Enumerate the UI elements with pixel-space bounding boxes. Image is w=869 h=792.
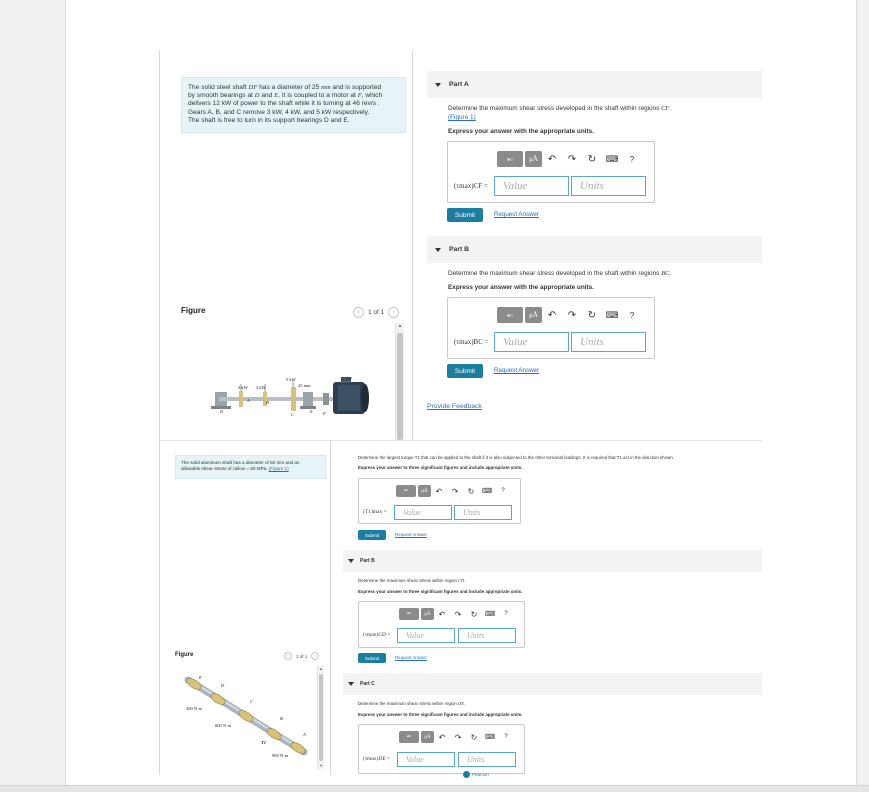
top-problem-statement: The solid steel shaft DF has a diameter of 25 mm and is supported by smooth bearings at D and E. It is coupled to a motor at F, which delivers 12 kW of power to the shaft while it is turning at 46 rev/s . Gears A, B, and C remove 3 kW, 4 kW, and 5 kW respectively. The shaft is free to turn in its support bearings D and E. bbox=[181, 77, 406, 133]
keyboard-icon[interactable]: ⌨ bbox=[605, 153, 619, 164]
bottom-part-c-header[interactable]: Part C bbox=[343, 673, 762, 695]
undo-icon[interactable]: ↶ bbox=[547, 309, 557, 321]
redo-icon[interactable]: ↷ bbox=[567, 309, 577, 321]
top-left-divider bbox=[159, 50, 160, 440]
top-center-divider bbox=[412, 50, 413, 440]
redo-icon[interactable]: ↷ bbox=[451, 486, 459, 496]
bottom-part-c-variable-label: (τmax)DE = bbox=[363, 756, 391, 762]
label-b: B bbox=[280, 716, 283, 721]
part-a-instruction: Express your answer with the appropriate units. bbox=[448, 128, 594, 135]
bottom-part-a-instruction: Express your answer to three significant figures and include appropriate units. bbox=[358, 465, 523, 470]
template-button[interactable]: ▪▫ bbox=[399, 608, 419, 620]
label-e: E bbox=[199, 675, 202, 680]
redo-icon[interactable]: ↷ bbox=[567, 153, 577, 165]
bottom-center-divider bbox=[330, 440, 331, 775]
prev-figure-button[interactable]: ‹ bbox=[353, 307, 364, 318]
coupling bbox=[323, 393, 329, 405]
pearson-logo: Pearson bbox=[463, 771, 489, 778]
keyboard-icon[interactable]: ⌨ bbox=[605, 309, 619, 320]
bottom-part-c-instruction: Express your answer to three significant figures and include appropriate units. bbox=[358, 712, 523, 717]
reset-icon[interactable]: ↻ bbox=[587, 153, 597, 165]
bottom-part-a-question: Determine the largest torque T1 that can be applied to the shaft if it is also subjected to the other torsional loadings. It is required that T1 act in the direction shown. bbox=[358, 455, 674, 460]
part-b-toolbar bbox=[497, 307, 642, 323]
label-3kw: 3 kW bbox=[238, 385, 248, 390]
bottom-part-c-units-input[interactable]: Units bbox=[458, 752, 516, 767]
template-button[interactable]: ▪▫ bbox=[497, 307, 523, 323]
reset-icon[interactable]: ↻ bbox=[470, 732, 478, 742]
redo-icon[interactable]: ↷ bbox=[454, 732, 462, 742]
reset-icon[interactable]: ↻ bbox=[587, 309, 597, 321]
label-4kw: 4 kW bbox=[256, 385, 266, 390]
template-button[interactable]: ▪▫ bbox=[399, 731, 419, 743]
label-a: A bbox=[247, 398, 250, 403]
bottom-part-b-request-answer-link[interactable]: Request Answer bbox=[395, 655, 427, 660]
diagonal-shaft-figure bbox=[178, 668, 313, 763]
caret-down-icon bbox=[348, 682, 354, 686]
undo-icon[interactable]: ↶ bbox=[547, 153, 557, 165]
bottom-section-divider bbox=[159, 440, 762, 441]
caret-down-icon bbox=[435, 83, 441, 87]
scroll-up-arrow[interactable]: ▲ bbox=[319, 666, 323, 671]
bottom-bar bbox=[0, 785, 869, 792]
next-figure-button[interactable]: › bbox=[388, 307, 399, 318]
bottom-part-a-submit-button[interactable]: Submit bbox=[358, 530, 386, 540]
label-f: F bbox=[323, 411, 326, 416]
bottom-part-b-instruction: Express your answer to three significant figures and include appropriate units. bbox=[358, 589, 523, 594]
caret-down-icon bbox=[435, 248, 441, 252]
bottom-part-b-toolbar bbox=[399, 608, 514, 620]
label-a: A bbox=[303, 732, 306, 737]
bottom-figure-title: Figure bbox=[175, 652, 194, 658]
bottom-part-b-units-input[interactable]: Units bbox=[458, 628, 516, 643]
scroll-thumb[interactable] bbox=[319, 674, 323, 761]
label-t1: T1 bbox=[261, 740, 266, 745]
scroll-down-arrow[interactable]: ▼ bbox=[319, 763, 323, 768]
reset-icon[interactable]: ↻ bbox=[470, 609, 478, 619]
bottom-part-a-value-input[interactable]: Value bbox=[394, 505, 452, 520]
help-icon[interactable]: ? bbox=[501, 488, 505, 494]
scroll-up-arrow[interactable]: ▲ bbox=[397, 323, 403, 329]
undo-icon[interactable]: ↶ bbox=[438, 732, 446, 742]
reset-icon[interactable]: ↻ bbox=[467, 486, 475, 496]
label-5kw: 5 kW bbox=[286, 377, 296, 382]
bottom-part-c-value-input[interactable]: Value bbox=[397, 752, 455, 767]
label-c: C bbox=[291, 412, 295, 417]
part-b-submit-button[interactable]: Submit bbox=[447, 364, 483, 378]
part-b-value-input[interactable]: Value bbox=[494, 332, 569, 352]
scroll-thumb[interactable] bbox=[397, 333, 403, 440]
part-a-question: Determine the maximum shear stress developed in the shaft within regions CF. bbox=[448, 105, 672, 112]
figure-link[interactable]: (Figure 1) bbox=[448, 114, 476, 121]
pearson-icon bbox=[463, 771, 470, 778]
part-b-variable-label: (τmax)BC = bbox=[454, 338, 489, 346]
bottom-part-a-units-input[interactable]: Units bbox=[454, 505, 512, 520]
bottom-part-b-submit-button[interactable]: Submit bbox=[358, 653, 386, 663]
label-25mm: 25 mm bbox=[298, 383, 311, 388]
keyboard-icon[interactable]: ⌨ bbox=[484, 734, 496, 741]
bearing-e bbox=[303, 392, 313, 408]
top-figure-scrollbar[interactable] bbox=[395, 323, 404, 440]
units-button[interactable]: μÅ bbox=[525, 151, 542, 167]
part-b-header[interactable]: Part B bbox=[427, 236, 762, 263]
bottom-part-c-toolbar bbox=[399, 731, 514, 743]
bottom-left-divider bbox=[159, 440, 160, 775]
part-b-question: Determine the maximum shear stress developed in the shaft within regions BC. bbox=[448, 270, 672, 277]
part-a-units-input[interactable]: Units bbox=[571, 176, 646, 196]
bottom-part-a-toolbar bbox=[396, 485, 511, 497]
keyboard-icon[interactable]: ⌨ bbox=[484, 611, 496, 618]
part-a-variable-label: (τmax)CF = bbox=[454, 182, 488, 190]
template-button[interactable]: ▪▫ bbox=[497, 151, 523, 167]
part-a-submit-button[interactable]: Submit bbox=[447, 208, 483, 222]
keyboard-icon[interactable]: ⌨ bbox=[481, 488, 493, 495]
part-a-value-input[interactable]: Value bbox=[494, 176, 569, 196]
prev-figure-button[interactable]: ‹ bbox=[284, 652, 292, 660]
undo-icon[interactable]: ↶ bbox=[435, 486, 443, 496]
units-button[interactable]: μÅ bbox=[421, 731, 434, 743]
shaft bbox=[219, 397, 339, 401]
part-a-toolbar bbox=[497, 151, 642, 167]
label-d: D bbox=[220, 409, 224, 414]
label-900nm: 900 N·m bbox=[272, 753, 289, 758]
bottom-part-b-variable-label: (τmax)CD = bbox=[363, 632, 391, 638]
label-12kw: 12 kW bbox=[340, 376, 353, 381]
bottom-part-a-variable-label: (T1)max = bbox=[363, 509, 387, 515]
units-button[interactable]: μÅ bbox=[525, 307, 542, 323]
part-b-units-input[interactable]: Units bbox=[571, 332, 646, 352]
gear-a bbox=[239, 391, 243, 407]
next-figure-button[interactable]: › bbox=[311, 652, 319, 660]
part-b-request-answer-link[interactable]: Request Answer bbox=[494, 367, 540, 374]
bottom-figure-link[interactable]: (Figure 1) bbox=[268, 465, 289, 471]
bottom-figure-scrollbar[interactable] bbox=[317, 666, 324, 769]
label-e: E bbox=[310, 409, 313, 414]
bottom-part-b-value-input[interactable]: Value bbox=[397, 628, 455, 643]
bottom-part-b-question: Determine the maximum shear stress within region CD. bbox=[358, 578, 466, 583]
bottom-part-a-request-answer-link[interactable]: Request Answer bbox=[395, 532, 427, 537]
part-a-request-answer-link[interactable]: Request Answer bbox=[494, 211, 540, 218]
units-button[interactable]: μÅ bbox=[418, 485, 431, 497]
label-c: C bbox=[250, 699, 254, 704]
gear-c bbox=[291, 387, 296, 411]
undo-icon[interactable]: ↶ bbox=[438, 609, 446, 619]
bottom-part-c-question: Determine the maximum shear stress within region DE. bbox=[358, 701, 466, 706]
caret-down-icon bbox=[348, 559, 354, 563]
template-button[interactable]: ▪▫ bbox=[396, 485, 416, 497]
help-icon[interactable]: ? bbox=[629, 154, 635, 164]
label-d: D bbox=[221, 683, 225, 688]
part-b-instruction: Express your answer with the appropriate units. bbox=[448, 284, 594, 291]
top-figure-pager: ‹ 1 of 1 › bbox=[353, 307, 399, 318]
bottom-problem-statement: The solid aluminum shaft has a diameter of 50 mm and an allowable shear stress of τallow = 60 MPa. (Figure 1) bbox=[175, 455, 326, 479]
bottom-part-b-header[interactable]: Part B bbox=[343, 550, 762, 572]
help-icon[interactable]: ? bbox=[629, 310, 635, 320]
top-figure-title: Figure bbox=[181, 306, 206, 315]
label-600nm: 600 N·m bbox=[215, 723, 232, 728]
label-300nm: 300 N·m bbox=[186, 706, 203, 711]
bottom-figure-pager: ‹ 1 of 1 › bbox=[284, 652, 319, 660]
part-a-header[interactable]: Part A bbox=[427, 71, 762, 98]
label-b: B bbox=[266, 400, 269, 405]
provide-feedback-link[interactable]: Provide Feedback bbox=[427, 403, 482, 410]
help-icon[interactable]: ? bbox=[504, 734, 508, 740]
units-button[interactable]: μÅ bbox=[421, 608, 434, 620]
help-icon[interactable]: ? bbox=[504, 611, 508, 617]
redo-icon[interactable]: ↷ bbox=[454, 609, 462, 619]
